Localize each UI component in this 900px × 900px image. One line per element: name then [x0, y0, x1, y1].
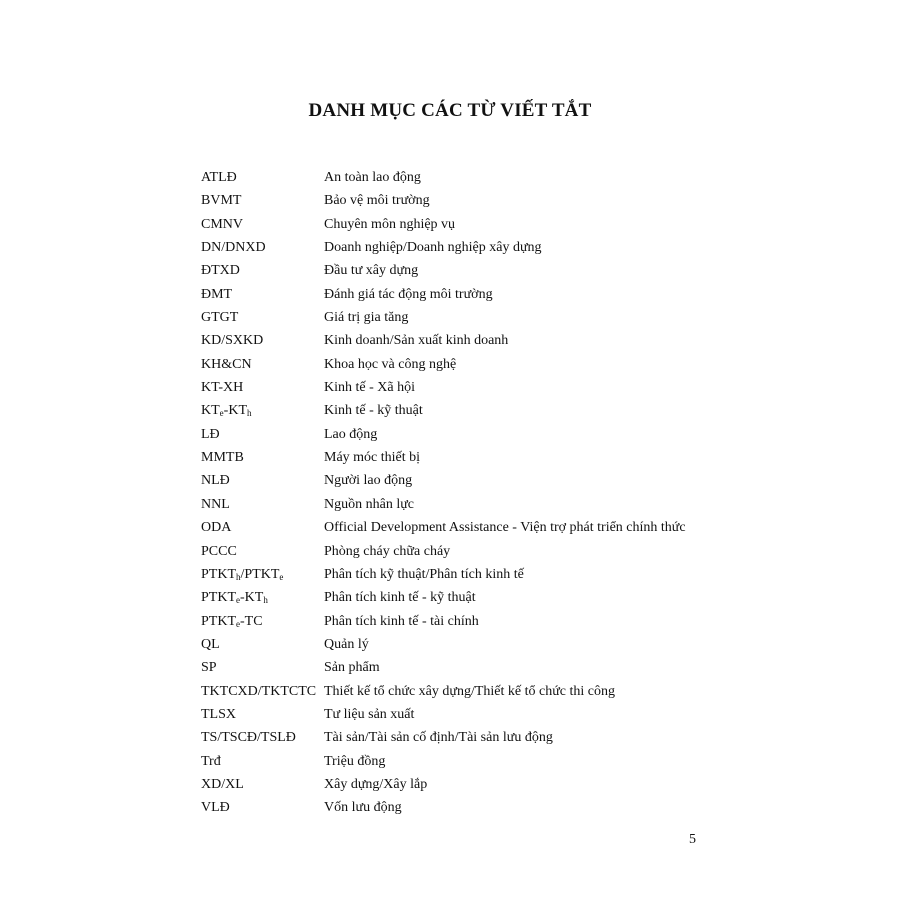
- abbreviation-row: [201, 750, 821, 773]
- abbreviation-definition: Khoa học và công nghệ: [324, 356, 457, 372]
- abbreviation-definition: Xây dựng/Xây lắp: [324, 776, 428, 792]
- abbreviation-definition: Vốn lưu động: [324, 800, 402, 816]
- abbreviation-row: [201, 423, 821, 446]
- term-text: CMNV: [201, 216, 244, 232]
- term-subscript: h: [236, 571, 241, 582]
- abbreviation-term: [201, 236, 324, 259]
- abbreviation-definition: Phân tích kỹ thuật/Phân tích kinh tế: [324, 566, 524, 582]
- term-text: KT: [201, 403, 220, 419]
- abbreviation-definition: Phòng cháy chữa cháy: [324, 543, 451, 559]
- abbreviation-term: [201, 353, 324, 376]
- abbreviation-term: [201, 213, 324, 236]
- abbreviation-row: [201, 633, 821, 656]
- term-text: VLĐ: [201, 800, 230, 816]
- abbreviation-row: [201, 493, 821, 516]
- abbreviation-row: [201, 586, 821, 609]
- term-text: PTKT: [201, 590, 236, 606]
- abbreviation-definition: An toàn lao động: [324, 170, 421, 185]
- term-text: TKTCXD/TKTCTC: [201, 683, 317, 699]
- abbreviation-term: [201, 516, 324, 539]
- abbreviation-row: [201, 563, 821, 586]
- abbreviation-row: [201, 726, 821, 749]
- abbreviation-row: [201, 516, 821, 539]
- abbreviation-term: [201, 399, 324, 422]
- abbreviation-term: [201, 189, 324, 212]
- abbreviation-row: [201, 469, 821, 492]
- abbreviation-term: [201, 423, 324, 446]
- abbreviation-list: [201, 166, 821, 820]
- abbreviation-definition: Máy móc thiết bị: [324, 450, 421, 466]
- abbreviation-row: [201, 540, 821, 563]
- abbreviation-definition: Doanh nghiệp/Doanh nghiệp xây dựng: [324, 240, 542, 256]
- abbreviation-definition: Triệu đồng: [324, 753, 386, 769]
- abbreviation-row: [201, 213, 821, 236]
- page-title: DANH MỤC CÁC TỪ VIẾT TẮT: [308, 100, 592, 121]
- abbreviation-term: [201, 329, 324, 352]
- term-text: KH&CN: [201, 356, 252, 372]
- term-text: KT-XH: [201, 380, 244, 396]
- term-text: BVMT: [201, 193, 242, 209]
- term-text: SP: [201, 660, 217, 676]
- term-text: Trđ: [201, 753, 221, 769]
- abbreviation-term: [201, 796, 324, 819]
- term-text: QL: [201, 636, 220, 652]
- abbreviation-row: [201, 189, 821, 212]
- abbreviation-row: [201, 166, 821, 189]
- abbreviation-definition: Chuyên môn nghiệp vụ: [324, 216, 456, 232]
- abbreviation-row: [201, 329, 821, 352]
- abbreviation-term: [201, 726, 324, 749]
- abbreviation-term: [201, 446, 324, 469]
- term-text: ATLĐ: [201, 170, 237, 185]
- term-text: -TC: [240, 613, 263, 629]
- abbreviation-row: [201, 259, 821, 282]
- abbreviation-term: [201, 703, 324, 726]
- abbreviation-definition: Phân tích kinh tế - kỹ thuật: [324, 590, 476, 606]
- abbreviation-row: [201, 353, 821, 376]
- abbreviation-definition: Sản phẩm: [324, 660, 380, 676]
- abbreviation-row: [201, 680, 821, 703]
- abbreviation-term: [201, 680, 324, 703]
- abbreviation-definition: Bảo vệ môi trường: [324, 193, 430, 209]
- term-text: NLĐ: [201, 473, 230, 489]
- abbreviation-definition: Thiết kế tổ chức xây dựng/Thiết kế tổ chức thi công: [324, 683, 616, 699]
- term-text: ĐTXD: [201, 263, 240, 279]
- abbreviation-row: [201, 656, 821, 679]
- term-subscript: e: [236, 618, 240, 629]
- abbreviation-definition: Đầu tư xây dựng: [324, 263, 419, 279]
- abbreviation-term: [201, 586, 324, 609]
- abbreviation-definition: Official Development Assistance - Viện trợ phát triển chính thức: [324, 520, 686, 536]
- abbreviation-definition: Kinh tế - kỹ thuật: [324, 403, 423, 419]
- abbreviation-term: [201, 610, 324, 633]
- term-text: ĐMT: [201, 286, 233, 302]
- abbreviation-definition: Kinh tế - Xã hội: [324, 380, 415, 396]
- abbreviation-definition: Tư liệu sản xuất: [324, 706, 415, 722]
- abbreviation-row: [201, 306, 821, 329]
- abbreviation-row: [201, 773, 821, 796]
- term-text: KD/SXKD: [201, 333, 264, 349]
- term-text: GTGT: [201, 310, 239, 326]
- abbreviation-row: [201, 376, 821, 399]
- abbreviation-term: [201, 750, 324, 773]
- abbreviation-row: [201, 796, 821, 819]
- term-subscript: e: [279, 571, 284, 582]
- term-text: TS/TSCĐ/TSLĐ: [201, 730, 296, 746]
- abbreviation-row: [201, 283, 821, 306]
- term-subscript: h: [263, 595, 268, 606]
- term-text: -KT: [240, 590, 264, 606]
- term-text: PTKT: [201, 613, 236, 629]
- abbreviation-definition: Lao động: [324, 426, 378, 442]
- term-text: MMTB: [201, 450, 244, 466]
- abbreviation-row: [201, 610, 821, 633]
- abbreviation-row: [201, 399, 821, 422]
- term-subscript: h: [247, 408, 252, 419]
- abbreviation-term: [201, 306, 324, 329]
- abbreviation-term: [201, 493, 324, 516]
- term-text: /PTKT: [240, 566, 280, 582]
- abbreviation-definition: Người lao động: [324, 473, 413, 489]
- abbreviation-row: [201, 703, 821, 726]
- abbreviation-term: [201, 656, 324, 679]
- term-text: DN/DNXD: [201, 240, 266, 256]
- term-text: PTKT: [201, 566, 236, 582]
- abbreviation-row: [201, 236, 821, 259]
- abbreviation-term: [201, 166, 324, 189]
- abbreviation-term: [201, 773, 324, 796]
- abbreviation-term: [201, 563, 324, 586]
- term-subscript: e: [219, 408, 224, 419]
- abbreviation-term: [201, 376, 324, 399]
- term-text: NNL: [201, 496, 230, 512]
- abbreviation-definition: Đánh giá tác động môi trường: [324, 286, 493, 302]
- term-text: TLSX: [201, 706, 236, 722]
- term-text: XD/XL: [201, 776, 244, 792]
- abbreviation-term: [201, 259, 324, 282]
- term-text: -KT: [223, 403, 247, 419]
- abbreviation-term: [201, 283, 324, 306]
- abbreviation-definition: Nguồn nhân lực: [324, 496, 415, 512]
- abbreviation-term: [201, 540, 324, 563]
- term-text: PCCC: [201, 543, 237, 559]
- abbreviation-definition: Giá trị gia tăng: [324, 310, 409, 326]
- term-text: LĐ: [201, 426, 220, 442]
- abbreviation-definition: Phân tích kinh tế - tài chính: [324, 613, 479, 629]
- abbreviation-term: [201, 469, 324, 492]
- term-subscript: e: [236, 595, 240, 606]
- abbreviation-row: [201, 446, 821, 469]
- abbreviation-definition: Kinh doanh/Sản xuất kinh doanh: [324, 333, 509, 349]
- abbreviation-definition: Quản lý: [324, 636, 369, 652]
- term-text: ODA: [201, 520, 232, 536]
- page-number: 5: [689, 832, 696, 847]
- abbreviation-term: [201, 633, 324, 656]
- abbreviation-definition: Tài sản/Tài sản cố định/Tài sản lưu động: [324, 730, 553, 746]
